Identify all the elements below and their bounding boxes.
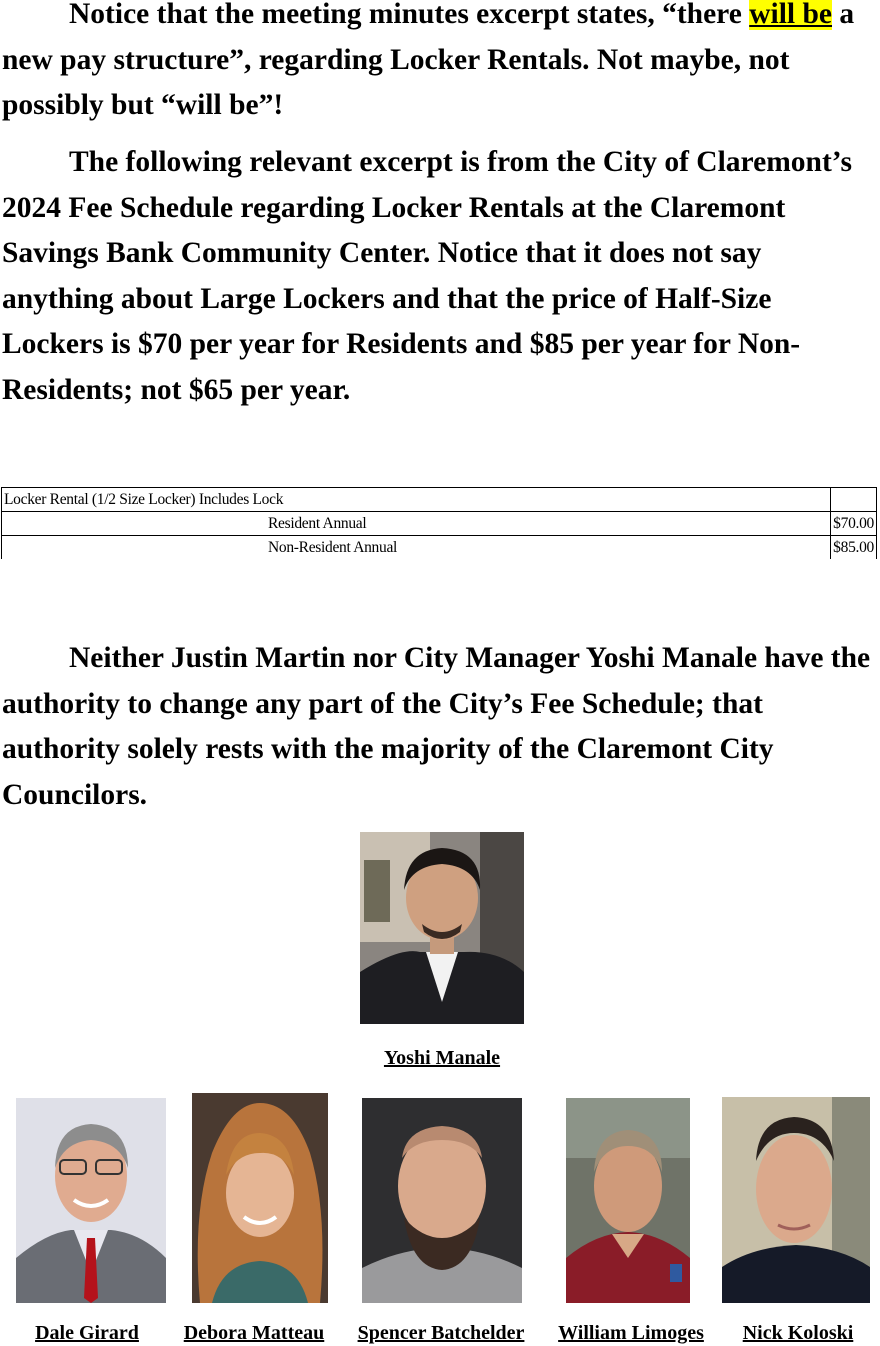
table-row bbox=[2, 536, 877, 560]
caption-yoshi-manale: Yoshi Manale bbox=[383, 1047, 501, 1069]
yoshi-manale-photo bbox=[360, 832, 524, 1024]
paragraph-will-be bbox=[2, 0, 880, 129]
p1-text-end: a new pay structure”, regarding Locker Rentals. Not maybe, not possibly but “will be”! bbox=[2, 0, 855, 121]
paragraph-fee-schedule: The following relevant excerpt is from the City of Claremont’s 2024 Fee Schedule regarding Locker Rentals at the Claremont Savings Bank Community Center. Notice that it does not say anything about Large Lockers and that the price of Half-Size Lockers is $70 per year for Residents and $85 per year for Non-Residents; not $65 per year. bbox=[2, 146, 852, 406]
dale-girard-photo bbox=[16, 1098, 166, 1303]
fee-row-price: $85.00 bbox=[831, 536, 877, 560]
fee-row-label: Resident Annual bbox=[2, 512, 831, 536]
caption-nick-koloski: Nick Koloski bbox=[742, 1322, 854, 1344]
fee-row-label: Non-Resident Annual bbox=[2, 536, 831, 560]
table-row bbox=[2, 512, 877, 536]
william-limoges-photo bbox=[566, 1098, 690, 1303]
p1-text-start: Notice that the meeting minutes excerpt states, “there bbox=[69, 0, 750, 30]
fee-table-header: Locker Rental (1/2 Size Locker) Includes Lock bbox=[2, 488, 831, 512]
fee-table-header-row bbox=[2, 488, 877, 512]
highlighted-will-be: will be bbox=[749, 0, 832, 30]
caption-spencer-batchelder: Spencer Batchelder bbox=[357, 1322, 525, 1344]
caption-william-limoges: William Limoges bbox=[558, 1322, 704, 1344]
nick-koloski-photo bbox=[722, 1097, 870, 1303]
caption-dale-girard: Dale Girard bbox=[35, 1322, 139, 1344]
fee-row-price: $70.00 bbox=[831, 512, 877, 536]
spencer-batchelder-photo bbox=[362, 1098, 522, 1303]
paragraph-authority: Neither Justin Martin nor City Manager Yoshi Manale have the authority to change any part of the City’s Fee Schedule; that authority solely rests with the majority of the Claremont City Councilors. bbox=[2, 642, 871, 811]
debora-matteau-photo bbox=[192, 1093, 328, 1303]
caption-debora-matteau: Debora Matteau bbox=[183, 1322, 325, 1344]
fee-schedule-excerpt bbox=[1, 487, 877, 559]
